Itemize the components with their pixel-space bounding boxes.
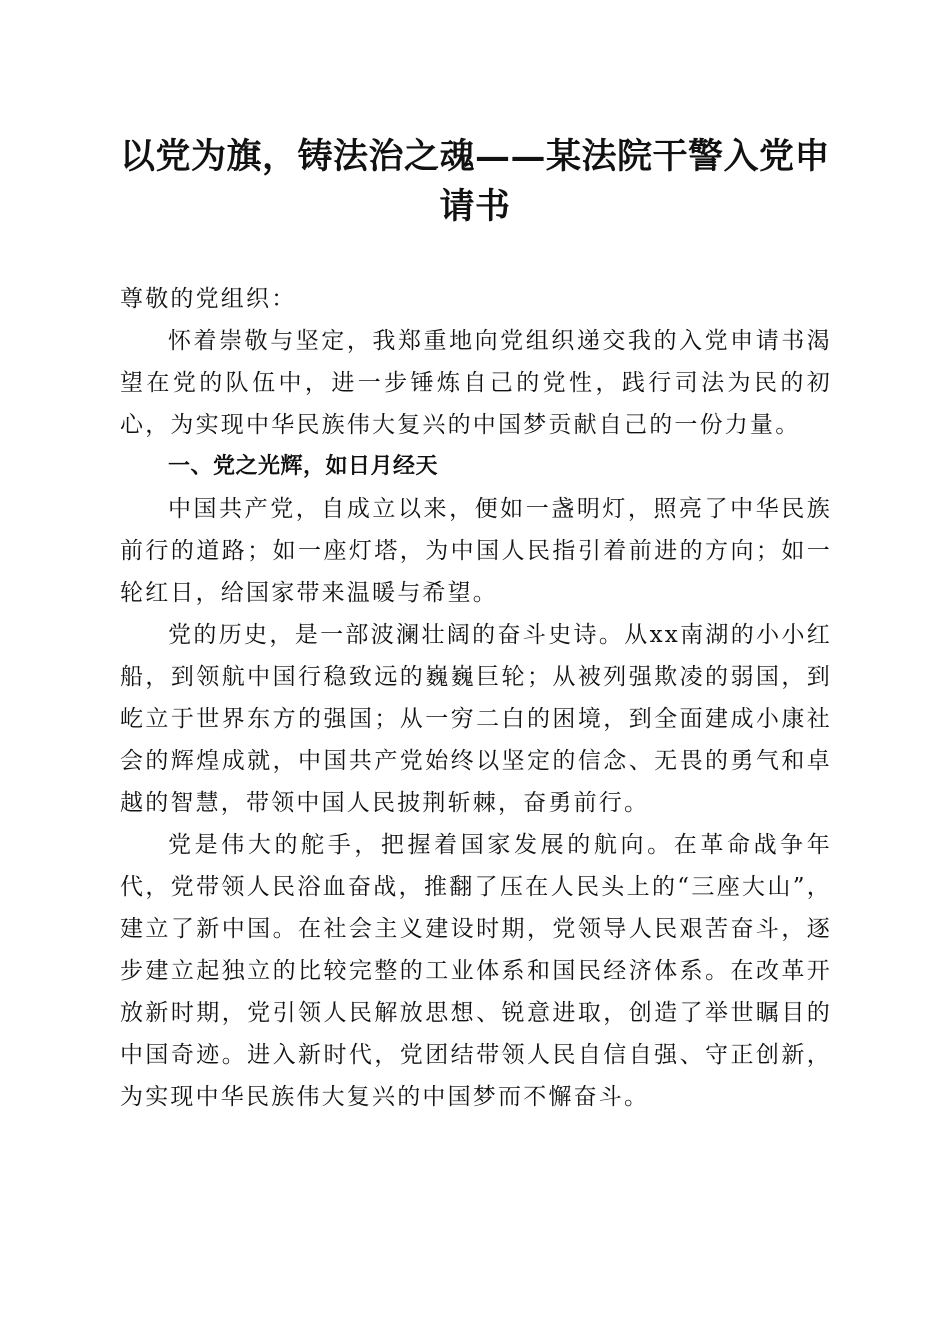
paragraph-3: 党是伟大的舵手，把握着国家发展的航向。在革命战争年代，党带领人民浴血奋战，推翻了压在人民头上的“三座大山”，建立了新中国。在社会主义建设时期，党领导人民艰苦奋斗，逐步建立起独立的比较完整的工业体系和国民经济体系。在改革开放新时期，党引领人民解放思想、锐意进取，创造了举世瞩目的中国奇迹。进入新时代，党团结带领人民自信自强、守正创新，为实现中华民族伟大复兴的中国梦而不懈奋斗。	[120, 832, 832, 1110]
salutation: 尊敬的党组织：	[120, 286, 297, 312]
paragraph-2: 党的历史，是一部波澜壮阔的奋斗史诗。从xx南湖的小小红船，到领航中国行稳致远的巍巍巨轮；从被列强欺凌的弱国，到屹立于世界东方的强国；从一穷二白的困境，到全面建成小康社会的辉煌成就，中国共产党始终以坚定的信念、无畏的勇气和卓越的智慧，带领中国人民披荆斩棘，奋勇前行。	[120, 622, 832, 816]
intro-paragraph: 怀着崇敬与坚定，我郑重地向党组织递交我的入党申请书渴望在党的队伍中，进一步锤炼自己的党性，践行司法为民的初心，为实现中华民族伟大复兴的中国梦贡献自己的一份力量。	[120, 328, 832, 438]
section-heading: 一、党之光辉，如日月经天	[168, 454, 439, 479]
paragraph-1: 中国共产党，自成立以来，便如一盏明灯，照亮了中华民族前行的道路；如一座灯塔，为中国人民指引着前进的方向；如一轮红日，给国家带来温暖与希望。	[120, 496, 832, 606]
document-title: 以党为旗，铸法治之魂——某法院干警入党申请书	[119, 136, 830, 227]
document-body	[120, 278, 832, 1118]
